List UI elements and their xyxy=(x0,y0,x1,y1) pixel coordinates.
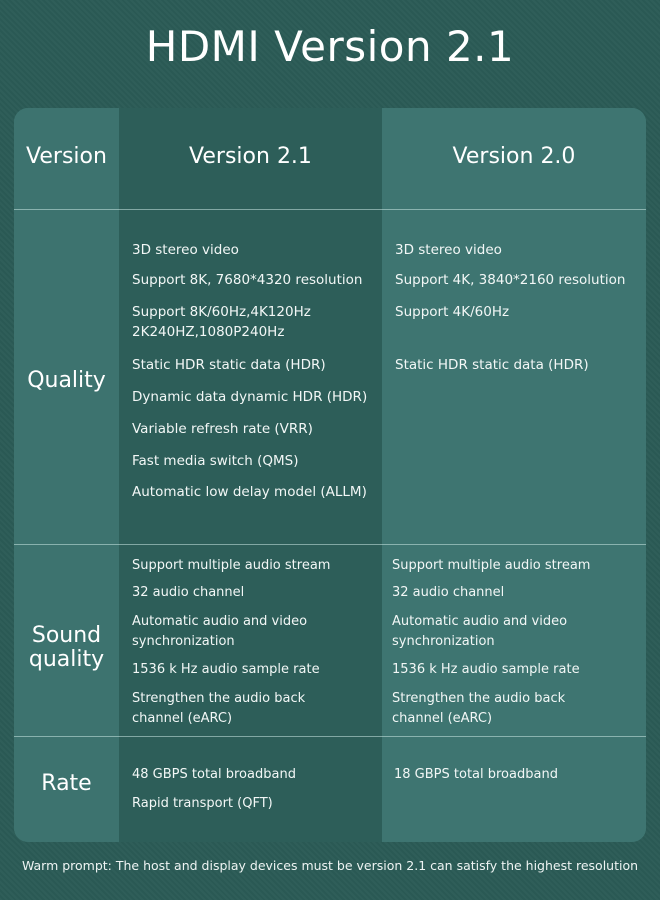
row-label-quality: Quality xyxy=(27,368,106,393)
sound-v21-item: 32 audio channel xyxy=(132,585,245,600)
comparison-table xyxy=(14,108,646,842)
sound-v20-item: Automatic audio and video synchronization xyxy=(392,614,568,649)
row-label-rate: Rate xyxy=(41,771,92,796)
quality-v20-item: Static HDR static data (HDR) xyxy=(395,357,589,373)
quality-v21-item: 3D stereo video xyxy=(132,242,239,258)
page-title: HDMI Version 2.1 xyxy=(145,22,515,71)
header-version-2-1: Version 2.1 xyxy=(189,144,312,169)
row-label-sound: Sound xyxy=(31,623,102,648)
quality-v21-item: Static HDR static data (HDR) xyxy=(132,357,326,373)
quality-v21-item: Variable refresh rate (VRR) xyxy=(132,421,313,437)
header-version-2-0: Version 2.0 xyxy=(452,144,576,169)
row-divider xyxy=(14,209,646,210)
row-divider xyxy=(14,736,646,737)
sound-v21-item: Support multiple audio stream xyxy=(132,558,331,573)
version-2-1-column xyxy=(119,108,382,842)
quality-v21-item: Support 8K, 7680*4320 resolution xyxy=(132,272,363,288)
quality-v21-item: Fast media switch (QMS) xyxy=(132,453,299,469)
footer-note: Warm prompt: The host and display devices must be version 2.1 can satisfy the highest resolution xyxy=(21,858,639,873)
sound-v20-item: 1536 k Hz audio sample rate xyxy=(392,662,580,677)
label-column xyxy=(14,108,119,842)
version-2-0-column xyxy=(382,108,646,842)
sound-v21-item: Automatic audio and video synchronization xyxy=(132,614,308,649)
header-version-label: Version xyxy=(26,144,107,169)
quality-v21-item: Support 8K/60Hz,4K120Hz 2K240HZ,1080P240Hz xyxy=(132,304,311,340)
sound-v20-item: 32 audio channel xyxy=(392,585,505,600)
sound-v20-item: Support multiple audio stream xyxy=(392,558,591,573)
row-divider xyxy=(14,544,646,545)
rate-v21-item: Rapid transport (QFT) xyxy=(132,796,273,811)
sound-v21-item: Strengthen the audio back channel (eARC) xyxy=(132,691,306,726)
quality-v21-item: Dynamic data dynamic HDR (HDR) xyxy=(132,389,368,405)
sound-v21-item: 1536 k Hz audio sample rate xyxy=(132,662,320,677)
quality-v21-item: Automatic low delay model (ALLM) xyxy=(132,484,367,500)
quality-v20-item: 3D stereo video xyxy=(395,242,502,258)
quality-v20-item: Support 4K/60Hz xyxy=(395,304,510,320)
row-label-quality-2: quality xyxy=(28,647,105,672)
rate-v21-item: 48 GBPS total broadband xyxy=(132,767,296,782)
sound-v20-item: Strengthen the audio back channel (eARC) xyxy=(392,691,566,726)
rate-v20-item: 18 GBPS total broadband xyxy=(394,767,558,782)
quality-v20-item: Support 4K, 3840*2160 resolution xyxy=(395,272,626,288)
